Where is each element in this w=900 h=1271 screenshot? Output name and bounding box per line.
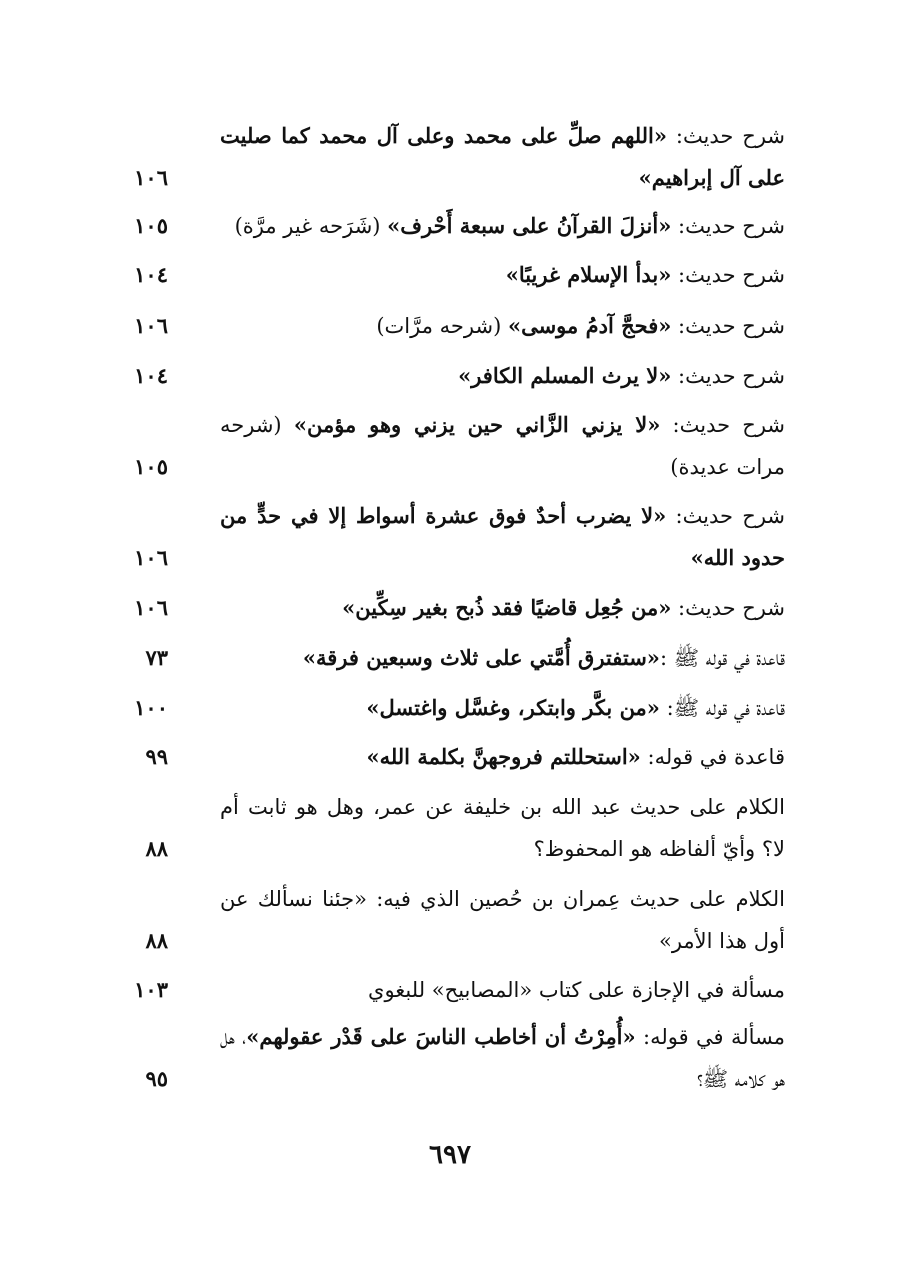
- entry-quote: «لا يضرب أحدٌ فوق عشرة أسواط إلا في حدٍّ من حدود الله»: [220, 503, 785, 570]
- entry-page-number: ١٠٣: [134, 977, 168, 1002]
- index-entry: [100, 254, 785, 296]
- index-entry: [100, 637, 785, 679]
- index-entry: [100, 115, 785, 199]
- entry-page-number: ١٠٠: [134, 695, 168, 720]
- entry-suffix: ، هل هو كلامه ﷺ؟: [220, 1025, 785, 1091]
- entry-text: [220, 205, 785, 247]
- entry-text: [220, 736, 785, 778]
- index-entry: [100, 495, 785, 579]
- entry-prefix: شرح حديث:: [660, 413, 786, 437]
- index-entry: [100, 404, 785, 488]
- entry-text: [220, 969, 785, 1011]
- entry-page-number: ١٠٦: [134, 165, 168, 190]
- index-entry: [100, 786, 785, 870]
- entry-quote: «فحجَّ آدمُ موسى»: [507, 313, 672, 338]
- entry-suffix: (شرحه مرَّات): [376, 314, 508, 338]
- index-entry: [100, 687, 785, 729]
- entry-prefix: مسألة في قوله:: [635, 1025, 785, 1049]
- entry-text: [220, 404, 785, 488]
- index-entry: [100, 305, 785, 347]
- entry-quote: «من بكَّر وابتكر، وغسَّل واغتسل»: [366, 695, 660, 720]
- entry-page-number: ٩٥: [145, 1066, 168, 1091]
- entry-prefix: شرح حديث:: [666, 504, 785, 528]
- entry-text: [220, 1016, 785, 1100]
- entry-quote: «استحللتم فروجهنَّ بكلمة الله»: [366, 744, 641, 769]
- entry-page-number: ١٠٤: [134, 262, 168, 287]
- entry-quote: «أُمِرْتُ أن أخاطب الناسَ على قَدْر عقولهم»: [246, 1024, 636, 1049]
- entry-text: [220, 637, 785, 679]
- index-entry: [100, 587, 785, 629]
- entry-quote: «ستفترق أُمَّتي على ثلاث وسبعين فرقة»: [302, 645, 660, 670]
- entry-page-number: ١٠٥: [134, 454, 168, 479]
- entry-prefix: شرح حديث:: [671, 263, 785, 287]
- entry-prefix: الكلام على حديث عبد الله بن خليفة عن عمر، وهل هو ثابت أم لا؟ وأيّ ألفاظه هو المحفوظ؟: [220, 795, 785, 861]
- entry-page-number: ٩٩: [145, 744, 168, 769]
- entry-prefix: شرح حديث:: [667, 124, 785, 148]
- entry-quote: «لا يرث المسلم الكافر»: [458, 363, 672, 388]
- entry-page-number: ١٠٦: [134, 595, 168, 620]
- entry-quote: «اللهم صلِّ على محمد وعلى آل محمد كما صليت على آل إبراهيم»: [220, 123, 785, 190]
- entry-page-number: ٨٨: [145, 836, 168, 861]
- entry-prefix: شرح حديث:: [671, 364, 785, 388]
- index-entry: [100, 878, 785, 962]
- entry-text: [220, 786, 785, 870]
- entry-page-number: ١٠٦: [134, 545, 168, 570]
- entry-quote: «من جُعِل قاضيًا فقد ذُبح بغير سِكِّين»: [342, 595, 672, 620]
- entry-prefix: شرح حديث:: [671, 596, 785, 620]
- entry-text: [220, 115, 785, 199]
- index-entry: [100, 1016, 785, 1100]
- entry-suffix: (شرحه مرات عديدة): [220, 413, 785, 479]
- entry-prefix: شرح حديث:: [671, 314, 785, 338]
- entry-page-number: ١٠٥: [134, 213, 168, 238]
- entry-text: [220, 254, 785, 296]
- entry-text: [220, 355, 785, 397]
- index-entry: [100, 205, 785, 247]
- index-entry: [100, 736, 785, 778]
- entry-page-number: ٨٨: [145, 928, 168, 953]
- entry-prefix: مسألة في الإجازة على كتاب «المصابيح» للبغوي: [368, 978, 785, 1002]
- entry-text: [220, 587, 785, 629]
- entry-text: [220, 878, 785, 962]
- entry-text: [220, 495, 785, 579]
- entry-prefix: شرح حديث:: [671, 214, 785, 238]
- index-entry: [100, 355, 785, 397]
- entry-quote: «بدأ الإسلام غريبًا»: [505, 262, 672, 287]
- entry-page-number: ٧٣: [145, 645, 168, 670]
- entry-page-number: ١٠٦: [134, 313, 168, 338]
- index-entry: [100, 969, 785, 1011]
- entry-prefix: قاعدة في قوله ﷺ :: [659, 646, 785, 670]
- entry-quote: «أنزلَ القرآنُ على سبعة أَحْرف»: [387, 213, 672, 238]
- entry-text: [220, 305, 785, 347]
- entry-prefix: الكلام على حديث عِمران بن حُصين الذي فيه: «جئنا نسألك عن أول هذا الأمر»: [220, 887, 785, 953]
- entry-prefix: قاعدة في قوله ﷺ:: [659, 696, 785, 720]
- entry-prefix: قاعدة في قوله:: [640, 745, 785, 769]
- entry-text: [220, 687, 785, 729]
- entry-suffix: (شَرَحه غير مرَّة): [234, 214, 388, 238]
- entry-page-number: ١٠٤: [134, 363, 168, 388]
- page-number: ٦٩٧: [429, 1140, 471, 1170]
- entry-quote: «لا يزني الزَّاني حين يزني وهو مؤمن»: [293, 412, 661, 437]
